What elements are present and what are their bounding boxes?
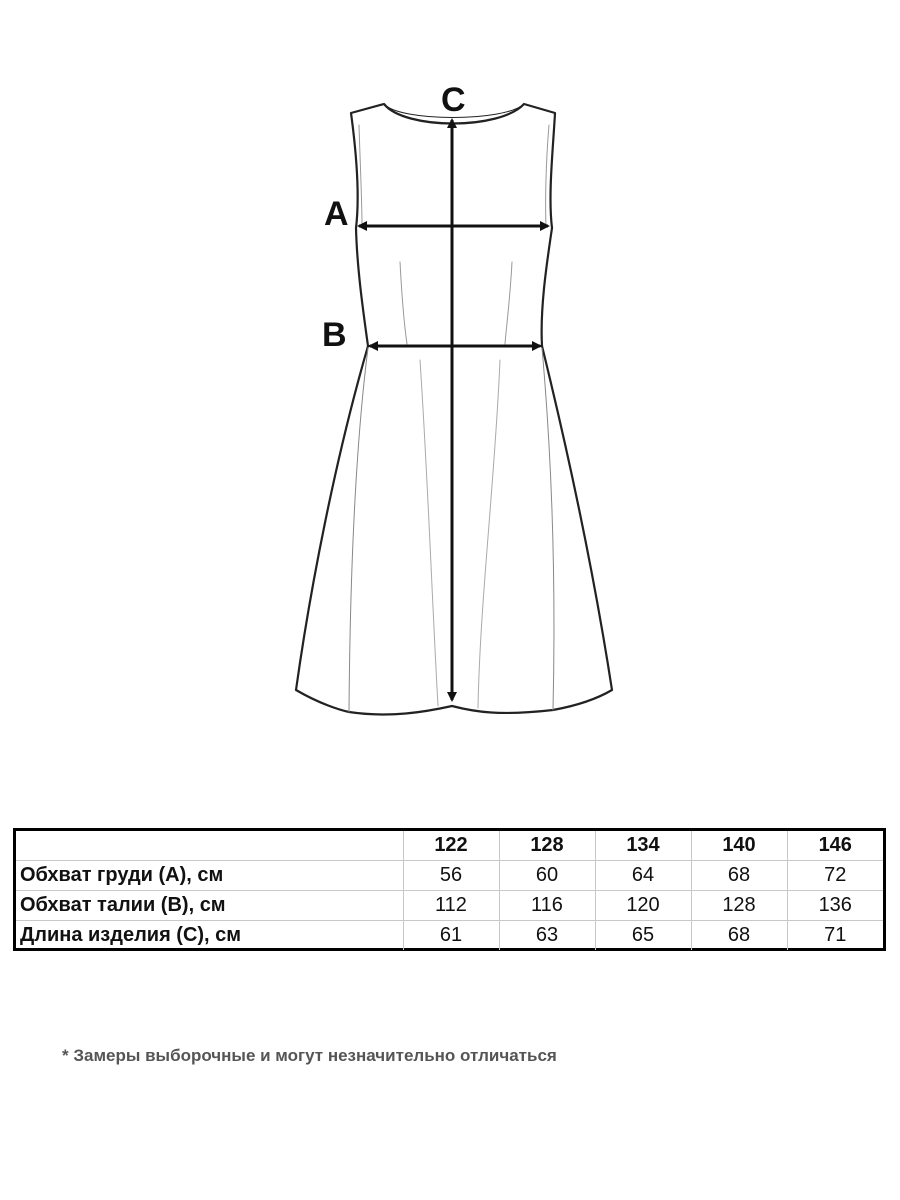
table-cell: 71 (787, 921, 883, 951)
table-cell: 136 (787, 891, 883, 921)
footnote: * Замеры выборочные и могут незначительно отличаться (62, 1046, 557, 1065)
table-cell: 68 (691, 921, 787, 951)
size-table (16, 831, 883, 950)
size-header: 146 (787, 831, 883, 861)
table-cell: 56 (403, 861, 499, 891)
label-b: B (322, 316, 347, 354)
table-cell: 120 (595, 891, 691, 921)
table-cell: 72 (787, 861, 883, 891)
table-cell: 68 (691, 861, 787, 891)
row-label-chest: Обхват груди (А), см (16, 861, 403, 891)
table-row (16, 891, 883, 921)
table-cell: 65 (595, 921, 691, 951)
table-row (16, 861, 883, 891)
label-a: A (324, 195, 349, 233)
size-header: 122 (403, 831, 499, 861)
table-header-row (16, 831, 883, 861)
table-cell: 60 (499, 861, 595, 891)
table-cell: 64 (595, 861, 691, 891)
header-empty-cell (16, 831, 403, 861)
table-cell: 112 (403, 891, 499, 921)
size-table-frame (13, 828, 886, 951)
size-header: 140 (691, 831, 787, 861)
row-label-waist: Обхват талии (В), см (16, 891, 403, 921)
table-row (16, 921, 883, 951)
size-header: 128 (499, 831, 595, 861)
label-c: C (441, 81, 466, 119)
table-cell: 61 (403, 921, 499, 951)
size-header: 134 (595, 831, 691, 861)
table-cell: 116 (499, 891, 595, 921)
table-cell: 63 (499, 921, 595, 951)
measurement-arrows (359, 120, 548, 700)
table-cell: 128 (691, 891, 787, 921)
row-label-length: Длина изделия (С), см (16, 921, 403, 951)
